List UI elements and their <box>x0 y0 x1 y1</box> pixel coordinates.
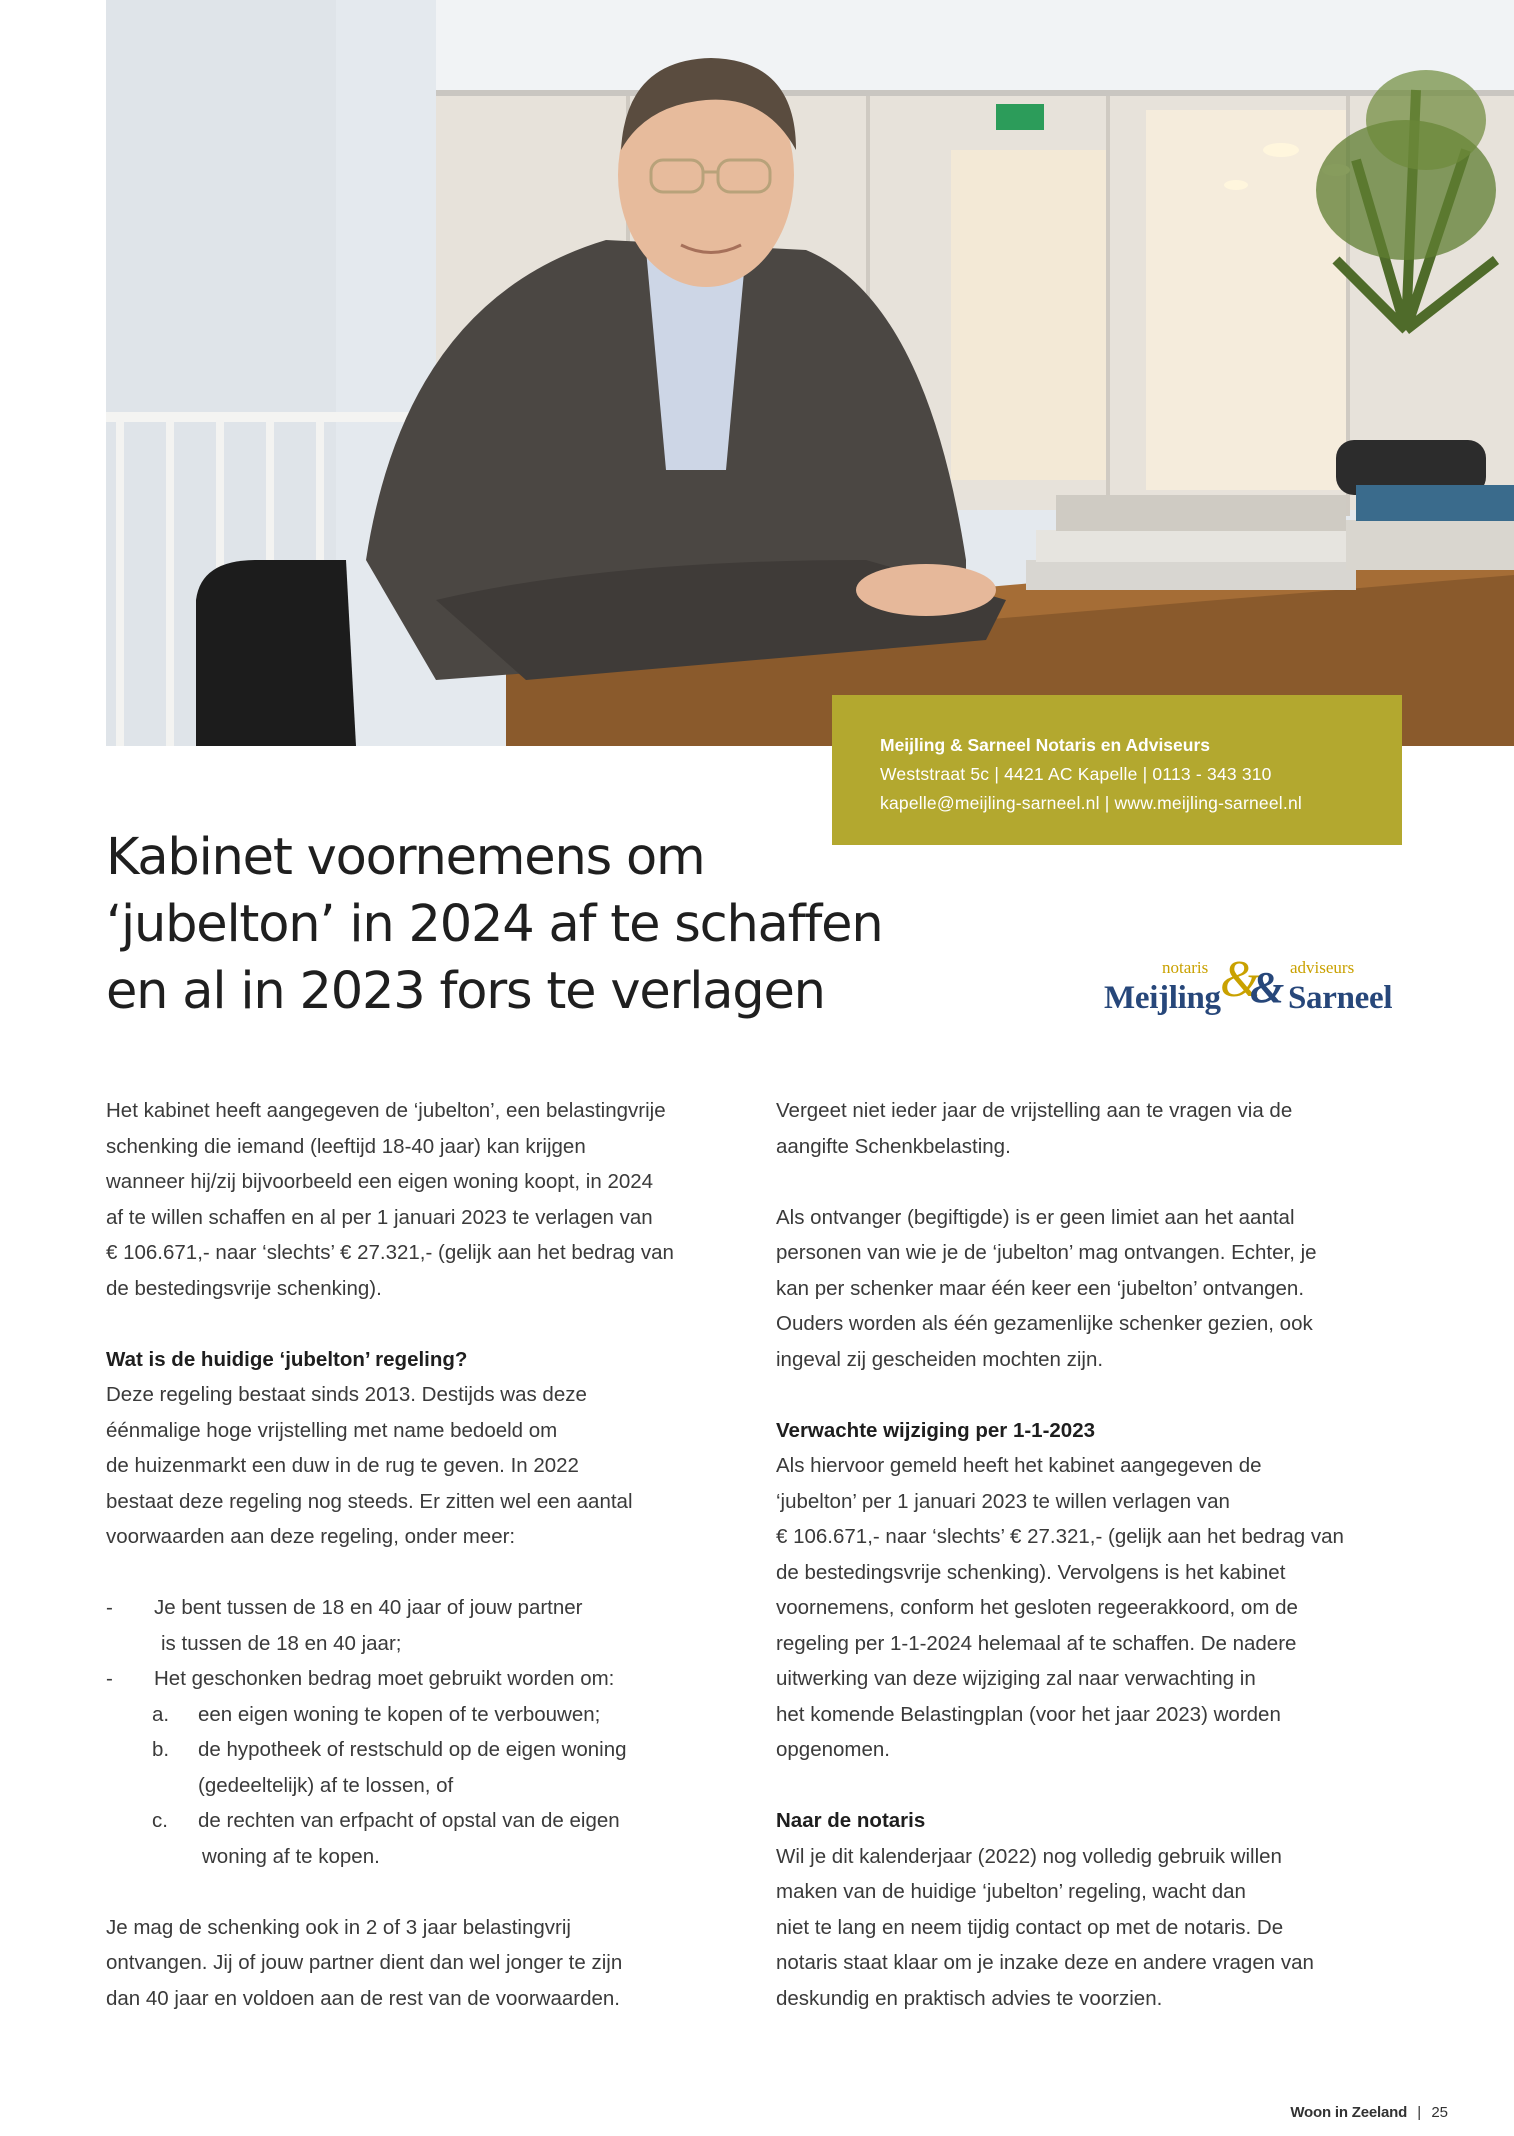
sub-list-marker: a. <box>152 1702 170 1726</box>
contact-address: Weststraat 5c | 4421 AC Kapelle | 0113 - 343 310 <box>880 764 1272 784</box>
current-scheme-paragraph: Deze regeling bestaat sinds 2013. Destijds was deze éénmalige hoge vrijstelling met name bedoeld om de huizenmarkt een duw in de rug te geven. In 2022 bestaat deze regeling nog steeds. Er zitten wel een aantal voorwaarden aan deze regeling, onder meer: <box>106 1383 633 1548</box>
hero-photo-illustration <box>106 0 1514 746</box>
logo-notaris: notaris <box>1162 958 1209 977</box>
right-column <box>776 1093 1396 2016</box>
list-item: - Je bent tussen de 18 en 40 jaar of jouw partner <box>106 1590 746 1626</box>
expected-change-paragraph: Als hiervoor gemeld heeft het kabinet aangegeven de ‘jubelton’ per 1 januari 2023 te willen verlagen van € 106.671,- naar ‘slechts’ € 27.321,- (gelijk aan het bedrag van de bestedingsvrije schenking). Vervolgens is het kabinet voornemens, conform het gesloten regeerakkoord, om de regeling per 1-1-2024 helemaal af te schaffen. De nadere uitwerking van deze wijziging zal naar verwachting in het komende Belastingplan (voor het jaar 2023) worden opgenomen. <box>776 1454 1344 1761</box>
section-heading-expected-change: Verwachte wijziging per 1-1-2023 <box>776 1418 1096 1442</box>
hero-photo <box>106 0 1514 746</box>
sub-list-marker: b. <box>152 1738 170 1761</box>
logo-adviseurs: adviseurs <box>1290 958 1355 977</box>
sub-list-item: a. een eigen woning te kopen of te verbouwen; <box>106 1697 746 1733</box>
notary-paragraph: Wil je dit kalenderjaar (2022) nog volledig gebruik willen maken van de huidige ‘jubelton’ regeling, wacht dan niet te lang en neem tijdig contact op met de notaris. De notaris staat klaar om je inzake deze en andere vragen van deskundig en praktisch advies te voorzien. <box>776 1844 1314 2010</box>
list-item: - Het geschonken bedrag moet gebruikt worden om: <box>106 1661 746 1697</box>
sub-list-item: c. de rechten van erfpacht of opstal van de eigen <box>106 1803 746 1839</box>
list-bullet: - <box>106 1667 113 1690</box>
sub-list-item: b. de hypotheek of restschuld op de eigen woning <box>106 1732 746 1768</box>
footer-separator: | <box>1417 2104 1422 2121</box>
section-heading-notary: Naar de notaris <box>776 1809 926 1832</box>
closing-paragraph: Je mag de schenking ook in 2 of 3 jaar belastingvrij ontvangen. Jij of jouw partner dient dan wel jonger te zijn dan 40 jaar en voldoen aan de rest van de voorwaarden. <box>106 1915 623 2010</box>
list-item-continuation: is tussen de 18 en 40 jaar; <box>161 1631 402 1655</box>
magazine-name: Woon in Zeeland <box>1290 2104 1408 2121</box>
logo-meijling: Meijling <box>1104 980 1221 1016</box>
intro-paragraph: Het kabinet heeft aangegeven de ‘jubelton’, een belastingvrije schenking die iemand (leeftijd 18-40 jaar) kan krijgen wanneer hij/zij bijvoorbeeld een eigen woning koopt, in 2024 af te willen schaffen en al per 1 januari 2023 te verlagen van € 106.671,- naar ‘slechts’ € 27.321,- (gelijk aan het bedrag van de bestedingsvrije schenking). <box>106 1099 674 1300</box>
page-number: 25 <box>1431 2104 1448 2121</box>
sub-list-marker: c. <box>152 1809 168 1832</box>
recipient-paragraph: Als ontvanger (begiftigde) is er geen limiet aan het aantal personen van wie je de ‘jubelton’ mag ontvangen. Echter, je kan per schenker maar één keer een ‘jubelton’ ontvangen. Ouders worden als één gezamenlijke schenker gezien, ook ingeval zij gescheiden mochten zijn. <box>776 1205 1317 1371</box>
sub-list-item-continuation: (gedeeltelijk) af te lossen, of <box>198 1773 454 1797</box>
contact-box <box>832 695 1402 845</box>
headline-line: ‘jubelton’ in 2024 af te schaffen <box>106 895 883 954</box>
contact-firm-name: Meijling & Sarneel Notaris en Adviseurs <box>880 735 1211 755</box>
logo-ampersand-gold: & <box>1220 951 1261 1008</box>
sub-list-item-continuation: woning af te kopen. <box>202 1844 380 1868</box>
headline-line: Kabinet voornemens om <box>106 828 705 887</box>
contact-web: kapelle@meijling-sarneel.nl | www.meijling-sarneel.nl <box>880 793 1302 813</box>
headline-line: en al in 2023 fors te verlagen <box>106 962 825 1021</box>
article-headline <box>106 824 1006 1025</box>
conditions-list <box>106 1590 746 1874</box>
list-bullet: - <box>106 1596 113 1619</box>
left-column <box>106 1093 746 2016</box>
section-heading-current-scheme: Wat is de huidige ‘jubelton’ regeling? <box>106 1347 468 1371</box>
page-footer <box>1290 2104 1448 2121</box>
logo-ampersand-blue: & <box>1250 963 1285 1012</box>
logo-sarneel: Sarneel <box>1288 980 1393 1016</box>
reminder-paragraph: Vergeet niet ieder jaar de vrijstelling aan te vragen via de aangifte Schenkbelasting. <box>776 1099 1293 1158</box>
meijling-sarneel-logo <box>1104 951 1394 1024</box>
